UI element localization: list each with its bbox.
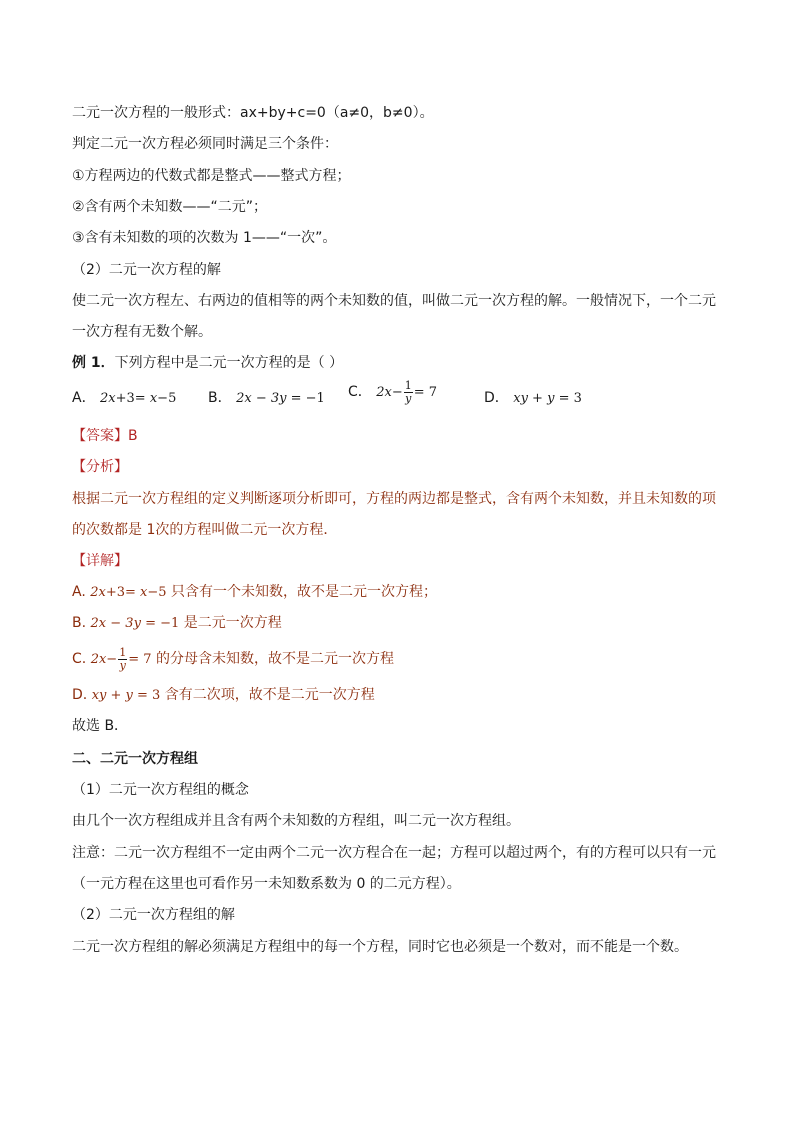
answer-tag: 【答案】 xyxy=(72,428,128,444)
option-b xyxy=(208,388,325,409)
option-d-equation: xy + y = 3 xyxy=(513,391,582,406)
detail-b xyxy=(72,613,282,634)
analysis-line-2: 的次数都是 1次的方程叫做二元一次方程． xyxy=(72,522,338,538)
condition-1: ①方程两边的代数式都是整式——整式方程； xyxy=(72,168,351,184)
answer-value: B xyxy=(128,428,138,444)
example-question xyxy=(72,353,343,373)
detail-d-text: 含有二次项，故不是二元一次方程 xyxy=(164,687,375,703)
detail-tag: 【详解】 xyxy=(72,553,128,569)
detail-c-label: C. xyxy=(72,651,87,667)
detail-b-text: 是二元一次方程 xyxy=(183,615,282,631)
general-form-line: 二元一次方程的一般形式：ax+by+c=0（a≠0，b≠0）。 xyxy=(72,105,434,121)
option-a-equation: 2x+3= x−5 xyxy=(100,391,177,406)
section-2-note-line-2: （一元方程在这里也可看作另一未知数系数为 0 的二元方程）。 xyxy=(72,876,461,892)
analysis-line-1: 根据二元一次方程组的定义判断逐项分析即可，方程的两边都是整式，含有两个未知数，并且未知数的项 xyxy=(72,491,716,507)
conditions-intro: 判定二元一次方程必须同时满足三个条件： xyxy=(72,136,338,152)
detail-b-label: B. xyxy=(72,615,87,631)
section-2-note-line-1: 注意：二元一次方程组不一定由两个二元一次方程合在一起；方程可以超过两个，有的方程可以只有一元 xyxy=(72,845,716,861)
option-d xyxy=(484,388,582,409)
section-2-heading: 二、二元一次方程组 xyxy=(72,751,198,767)
option-c xyxy=(348,380,437,405)
detail-a-label: A. xyxy=(72,584,86,600)
detail-d xyxy=(72,685,375,706)
example-label: 例 1． xyxy=(72,355,115,371)
detail-a xyxy=(72,582,437,603)
example-question-text: 下列方程中是二元一次方程的是（ ） xyxy=(114,355,344,371)
condition-2: ②含有两个未知数——“二元”； xyxy=(72,199,268,215)
section-2-subheading-2: （2）二元一次方程组的解 xyxy=(72,907,235,923)
option-b-equation: 2x − 3y = −1 xyxy=(236,391,325,406)
example-options xyxy=(72,379,732,412)
detail-d-label: D. xyxy=(72,687,88,703)
option-c-label: C． xyxy=(348,384,372,400)
option-d-label: D． xyxy=(484,390,509,406)
detail-c-equation: 2x− $\frac{1}{y}$ = 7 xyxy=(90,646,152,672)
option-a xyxy=(72,388,176,409)
detail-a-equation: 2x+3= x−5 xyxy=(90,585,167,600)
detail-a-text: 只含有一个未知数，故不是二元一次方程； xyxy=(171,584,437,600)
solution-definition-line-2: 一次方程有无数个解。 xyxy=(72,324,212,340)
option-c-equation: 2x− $\frac{1}{y}$ = 7 xyxy=(376,379,438,405)
option-a-label: A． xyxy=(72,390,96,406)
detail-c xyxy=(72,645,394,674)
section-2-solution: 二元一次方程组的解必须满足方程组中的每一个方程，同时它也必须是一个数对，而不能是一个数。 xyxy=(72,939,688,955)
detail-b-equation: 2x − 3y = −1 xyxy=(90,616,180,631)
example-conclusion: 故选 B． xyxy=(72,718,129,734)
detail-d-equation: xy + y = 3 xyxy=(91,688,161,703)
subheading-equation-solution: （2）二元一次方程的解 xyxy=(72,262,221,278)
solution-definition-line-1: 使二元一次方程左、右两边的值相等的两个未知数的值，叫做二元一次方程的解。一般情况下，一个二元 xyxy=(72,293,716,309)
option-b-label: B． xyxy=(208,390,232,406)
analysis-tag: 【分析】 xyxy=(72,459,128,475)
answer-line xyxy=(72,426,138,446)
section-2-subheading-1: （1）二元一次方程组的概念 xyxy=(72,782,249,798)
section-2-definition: 由几个一次方程组成并且含有两个未知数的方程组，叫二元一次方程组。 xyxy=(72,813,520,829)
detail-c-text: 的分母含未知数，故不是二元一次方程 xyxy=(155,651,394,667)
condition-3: ③含有未知数的项的次数为 1——“一次”。 xyxy=(72,230,337,246)
